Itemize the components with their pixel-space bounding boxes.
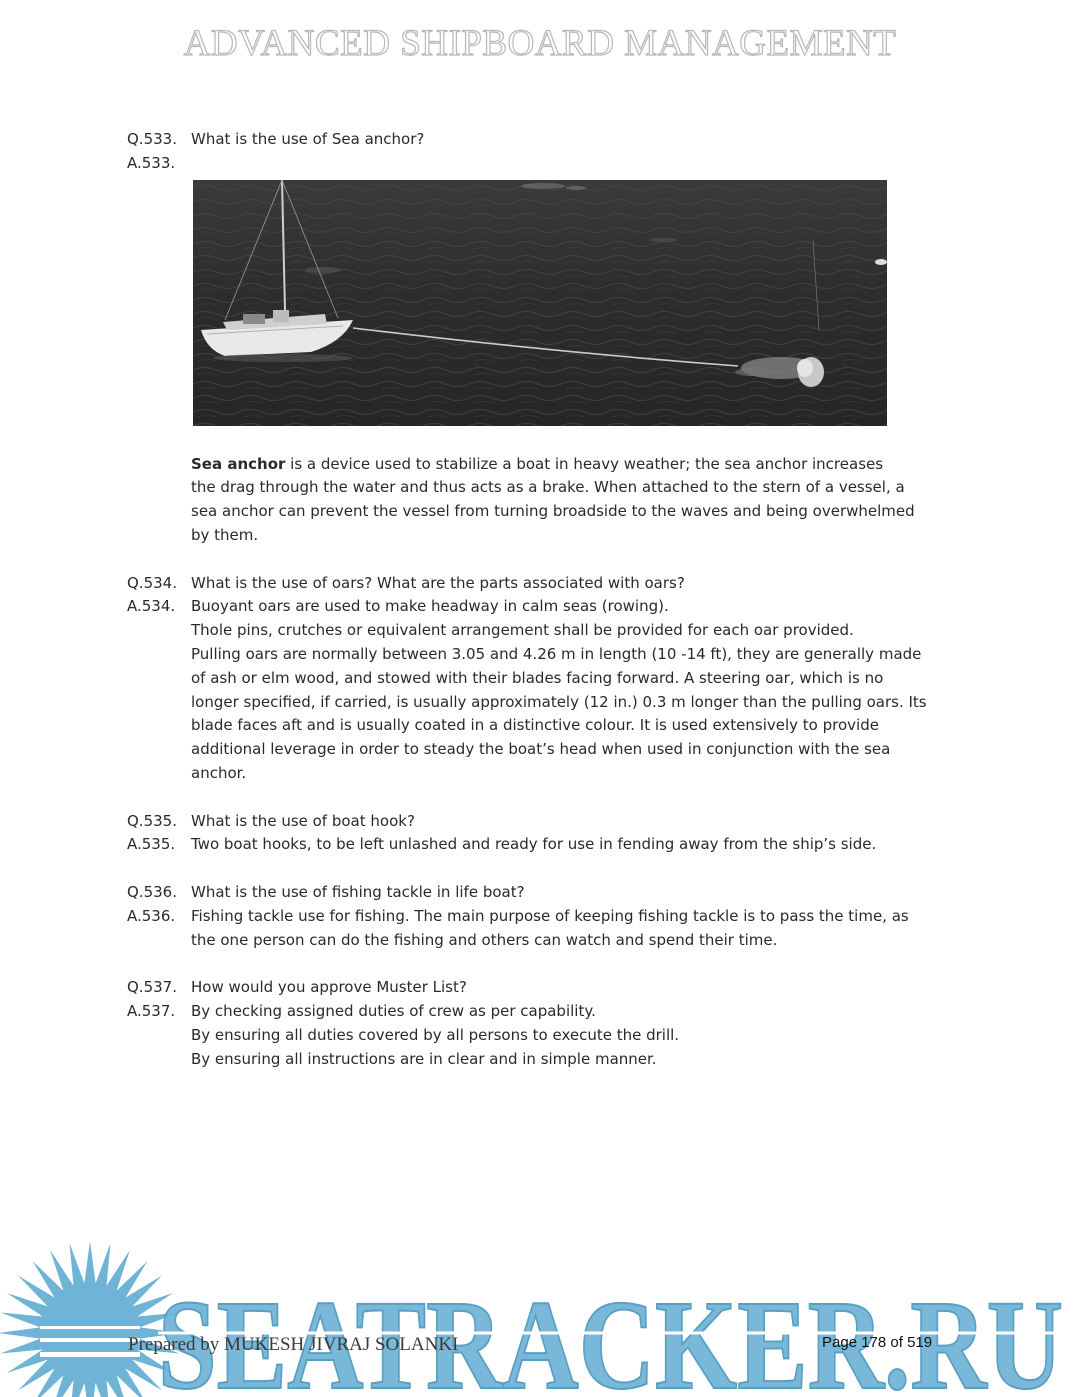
- question-text: What is the use of Sea anchor?: [191, 130, 425, 148]
- answer-number: A.536.: [127, 906, 176, 925]
- seatracker-watermark: [0, 1238, 1080, 1397]
- definition-line-4: by them.: [191, 525, 259, 544]
- answer-line: blade faces aft and is usually coated in a distinctive colour. It is used extensively to provide: [191, 716, 879, 735]
- definition-term: Sea anchor: [191, 454, 286, 473]
- answer-number: A.533.: [127, 153, 176, 172]
- answer-row: [127, 152, 962, 176]
- prepared-by: Prepared by MUKESH JIVRAJ SOLANKI: [128, 1334, 459, 1355]
- page-number: Page 178 of 519: [822, 1334, 933, 1351]
- page-header: ADVANCED SHIPBOARD MANAGEMENT: [183, 23, 897, 64]
- definition-line-1: is a device used to stabilize a boat in heavy weather; the sea anchor increases: [285, 454, 884, 473]
- question-number: Q.537.: [127, 978, 177, 997]
- question-row: [127, 128, 962, 152]
- answer-line: Thole pins, crutches or equivalent arrangement shall be provided for each oar provided.: [191, 621, 854, 640]
- answer-line: longer specified, if carried, is usually approximately (12 in.) 0.3 m longer than the pulling oars. Its: [191, 692, 927, 711]
- answer-line: By ensuring all duties covered by all persons to execute the drill.: [191, 1025, 680, 1044]
- answer-number: A.534.: [127, 597, 176, 616]
- sun-rays-icon: [0, 1241, 182, 1397]
- answer-number: A.537.: [127, 1001, 176, 1020]
- question-text: How would you approve Muster List?: [191, 978, 467, 997]
- question-text: What is the use of fishing tackle in life boat?: [191, 882, 525, 901]
- answer-line: anchor.: [191, 763, 247, 782]
- question-number: Q.534.: [127, 573, 177, 592]
- question-text: What is the use of boat hook?: [191, 811, 415, 830]
- qa-content: [127, 128, 962, 1095]
- question-row: [127, 572, 962, 596]
- watermark-text: SEATRACKER.RU: [158, 1274, 1063, 1397]
- definition-line-2: the drag through the water and thus acts as a brake. When attached to the stern of a vessel, a: [191, 478, 905, 497]
- answer-row: [127, 1000, 962, 1024]
- qa-item-536: [127, 881, 962, 952]
- answer-line: Pulling oars are normally between 3.05 and 4.26 m in length (10 -14 ft), they are generally made: [191, 644, 922, 663]
- sea-anchor-definition: [127, 453, 962, 548]
- question-row: [127, 810, 962, 834]
- question-number: Q.535.: [127, 811, 177, 830]
- qa-item-537: [127, 976, 962, 1071]
- answer-row: [127, 595, 962, 619]
- answer-line: Two boat hooks, to be left unlashed and ready for use in fending away from the ship’s side.: [191, 835, 877, 854]
- answer-number: A.535.: [127, 835, 176, 854]
- qa-item-535: [127, 810, 962, 858]
- question-number: Q.536.: [127, 882, 177, 901]
- answer-line: By ensuring all instructions are in clear and in simple manner.: [191, 1049, 657, 1068]
- answer-line: By checking assigned duties of crew as per capability.: [191, 1001, 596, 1020]
- answer-line: the one person can do the fishing and others can watch and spend their time.: [191, 930, 778, 949]
- answer-line: additional leverage in order to steady the boat’s head when used in conjunction with the sea: [191, 740, 891, 759]
- question-number: Q.533.: [127, 130, 177, 148]
- answer-line: Fishing tackle use for fishing. The main purpose of keeping fishing tackle is to pass the time, as: [191, 906, 909, 925]
- question-row: [127, 881, 962, 905]
- sea-anchor-photo: [127, 180, 962, 426]
- question-row: [127, 976, 962, 1000]
- answer-line: Buoyant oars are used to make headway in calm seas (rowing).: [191, 597, 669, 616]
- sailboat-with-sea-anchor-image: [193, 180, 887, 426]
- qa-item-534: [127, 572, 962, 786]
- definition-line-3: sea anchor can prevent the vessel from turning broadside to the waves and being overwhelmed: [191, 502, 915, 521]
- answer-row: [127, 833, 962, 857]
- answer-line: of ash or elm wood, and stowed with their blades facing forward. A steering oar, which is no: [191, 668, 884, 687]
- question-text: What is the use of oars? What are the parts associated with oars?: [191, 573, 685, 592]
- qa-item-533: [127, 128, 962, 548]
- answer-row: [127, 905, 962, 929]
